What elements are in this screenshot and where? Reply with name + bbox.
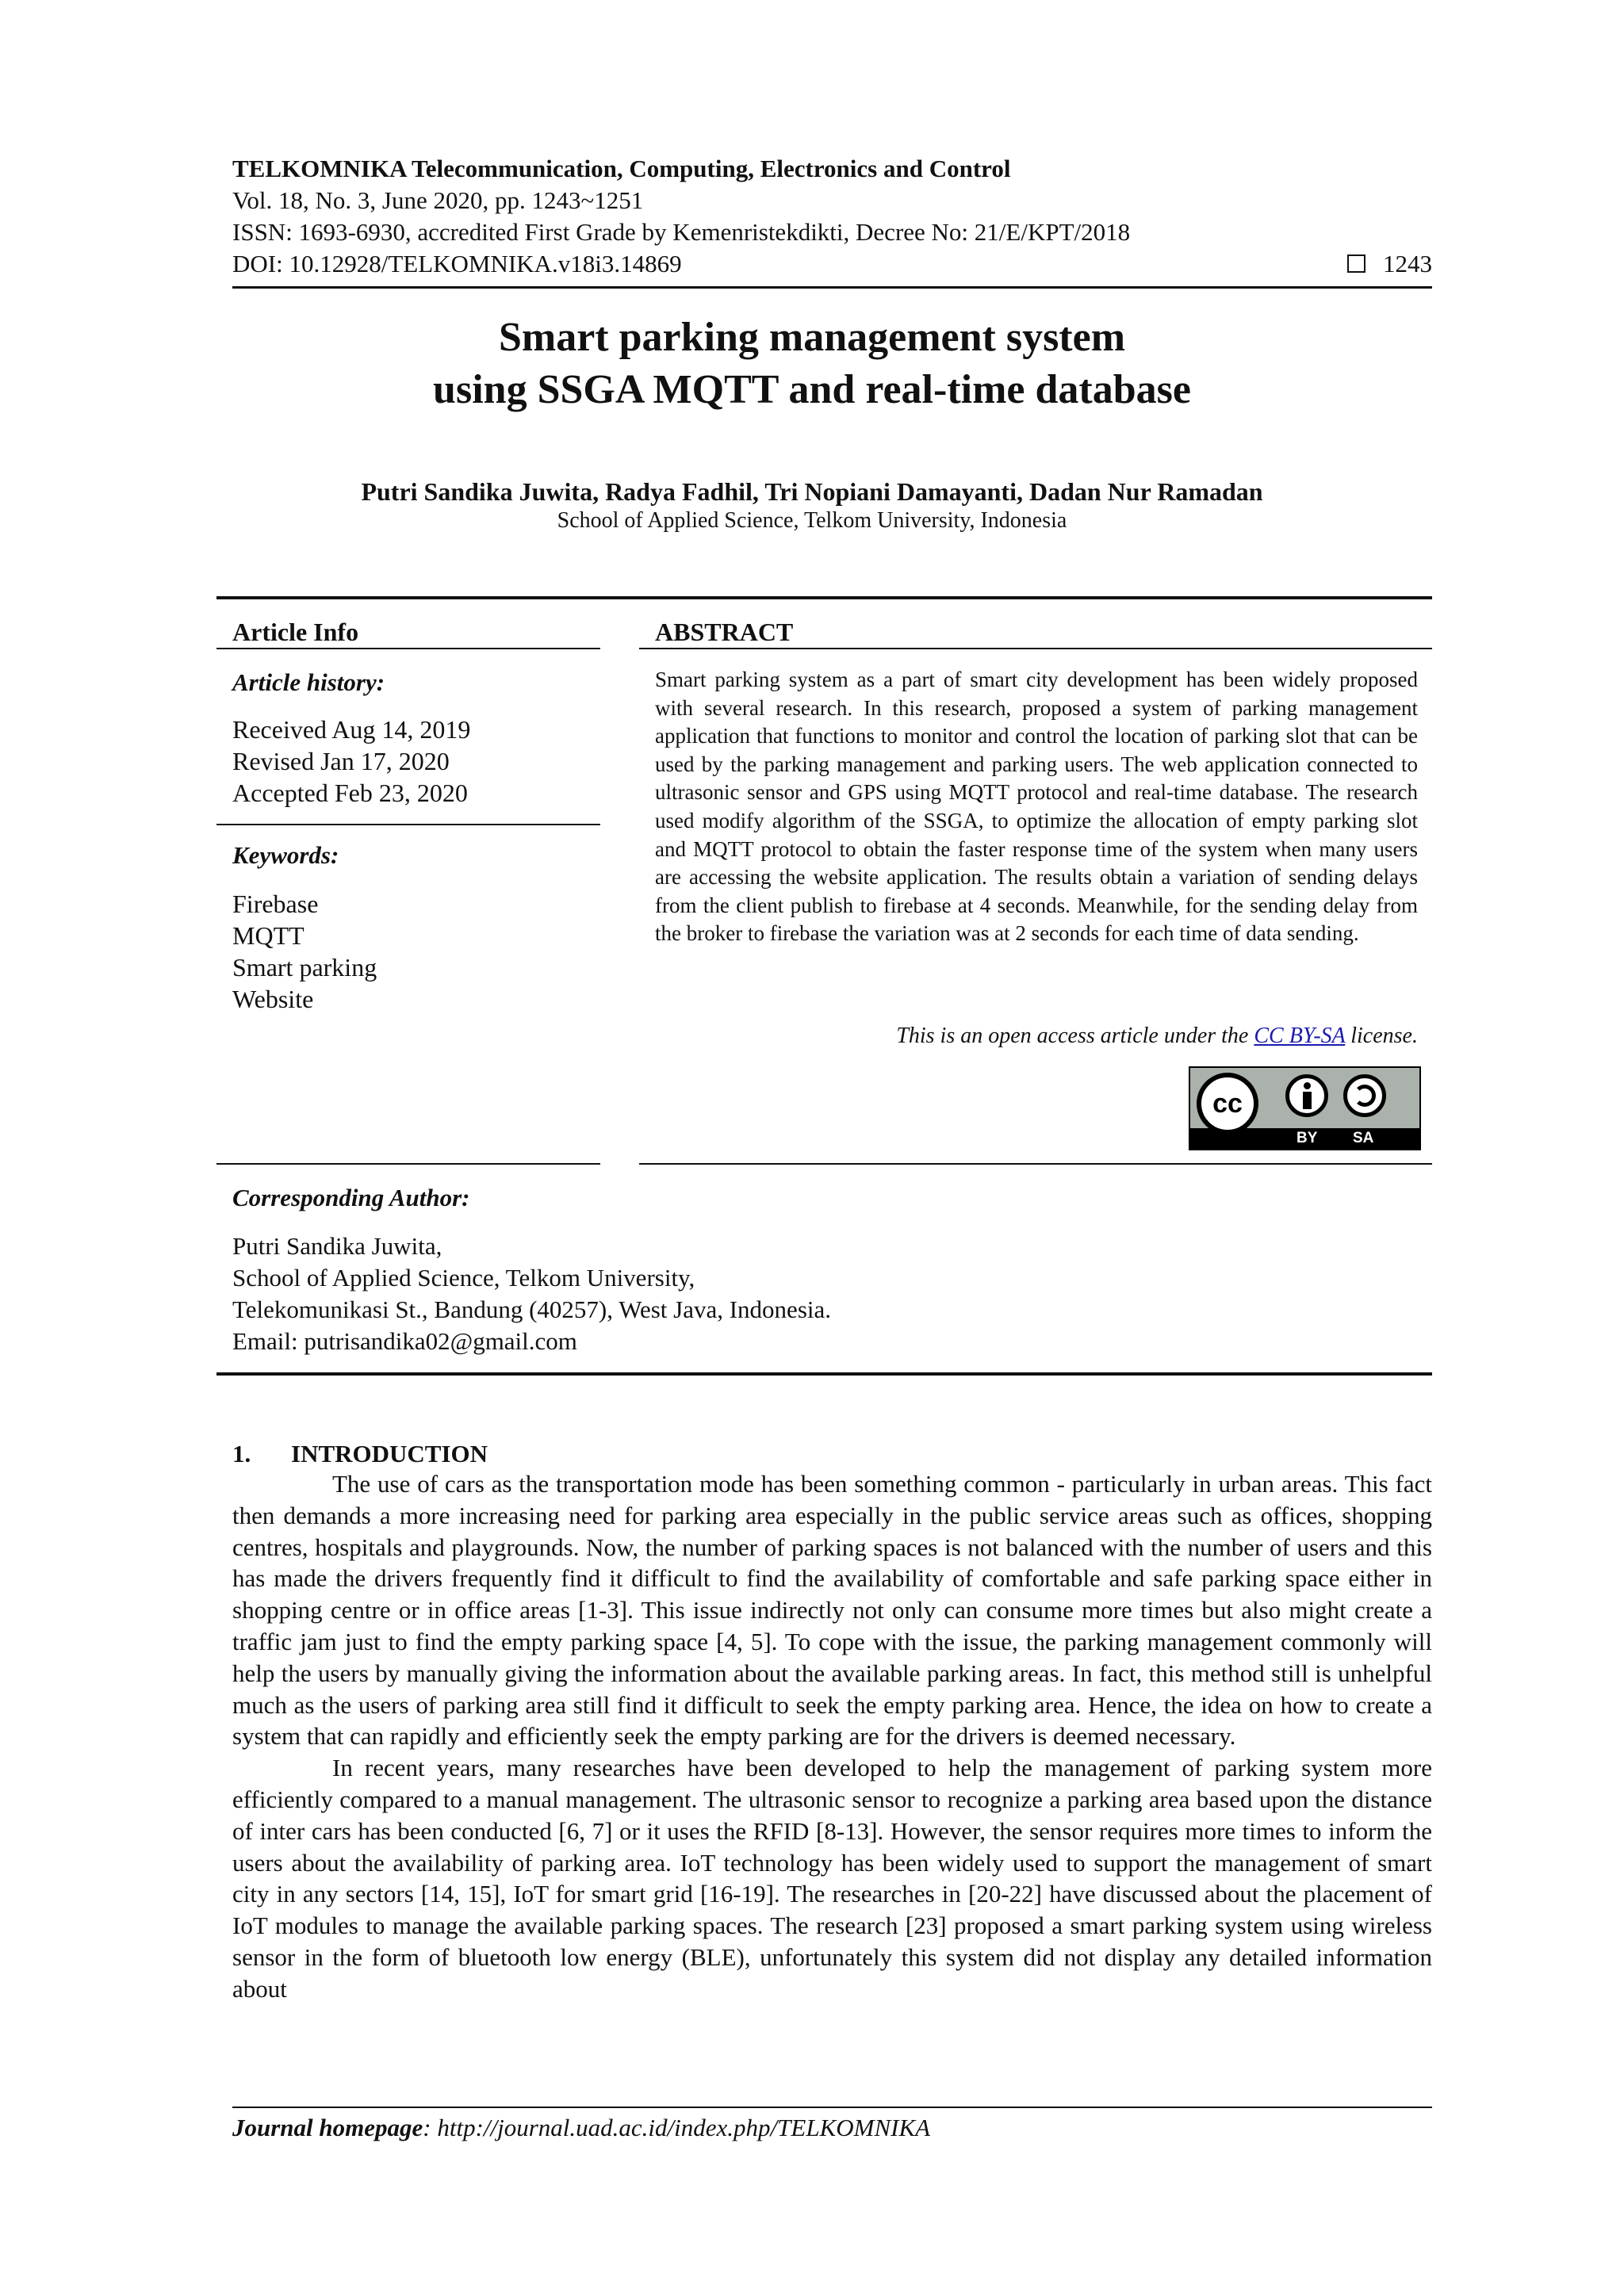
- section-heading: [232, 1440, 488, 1468]
- abstract-text: Smart parking system as a part of smart city development has been widely proposed with several research. In this research, proposed a system of parking management application that functions to monitor and control the location of parking slot that can be used by the parking management and parking users. The web application connected to ultrasonic sensor and GPS using MQTT protocol and real-time database. The research used modify algorithm of the SSGA, to optimize the allocation of empty parking slot and MQTT protocol to obtain the faster response time of the system when many users are accessing the website application. The results obtain a variation of sending delays from the client publish to firebase at 4 seconds. Meanwhile, for the sending delay from the broker to firebase the variation was at 2 seconds for each time of data sending.: [655, 668, 1418, 946]
- history-received: Received Aug 14, 2019: [232, 715, 471, 744]
- share-alike-icon: [1343, 1074, 1386, 1117]
- paper-title: [0, 312, 1624, 416]
- abstract-rule: [639, 648, 1432, 649]
- journal-header: [232, 153, 1432, 280]
- page-number: 1243: [1383, 250, 1432, 277]
- history-rule: [216, 824, 600, 825]
- article-info-bottom-rule: [216, 1163, 600, 1165]
- license-prefix: This is an open access article under the: [896, 1024, 1249, 1048]
- history-revised: Revised Jan 17, 2020: [232, 747, 450, 775]
- badge-by-label: BY: [1297, 1130, 1318, 1146]
- homepage-url[interactable]: : http://journal.uad.ac.id/index.php/TELKOMNIKA: [423, 2114, 931, 2141]
- journal-volume: Vol. 18, No. 3, June 2020, pp. 1243~1251: [232, 186, 644, 214]
- homepage-label: Journal homepage: [232, 2114, 423, 2141]
- history-accepted: Accepted Feb 23, 2020: [232, 779, 468, 807]
- abstract-heading: ABSTRACT: [655, 618, 794, 646]
- page-number-group: [1347, 248, 1432, 280]
- journal-title: TELKOMNIKA Telecommunication, Computing, Electronics and Control: [232, 155, 1011, 182]
- corr-name: Putri Sandika Juwita,: [232, 1232, 442, 1260]
- article-info-heading: Article Info: [232, 618, 359, 646]
- article-info-rule: [216, 648, 600, 649]
- paper-title-line-1: Smart parking management system: [498, 315, 1126, 360]
- info-box-top-rule: [216, 596, 1432, 599]
- history-heading: Article history:: [232, 668, 385, 696]
- body-paragraph: The use of cars as the transportation mode has been something common - particularly in urban areas. This fact then demands a more increasing need for parking area especially in the public service areas such as offices, shopping centres, hospitals and playgrounds. Now, the number of parking spaces is not balanced with the number of users and this has made the drivers frequently find it difficult to find the availability of comfortable and safe parking space either in shopping centre or in office areas [1-3]. This issue indirectly not only can consume more times but also might create a traffic jam just to find the empty parking space [4, 5]. To cope with the issue, the parking management commonly will help the users by manually giving the information about the available parking areas. In fact, this method still is unhelpful much as the users of parking area still find it difficult to seek the empty parking area. Hence, the idea on how to create a system that can rapidly and efficiently seek the empty parking are for the drivers is deemed necessary.: [232, 1470, 1432, 1751]
- journal-homepage: [232, 2114, 930, 2142]
- checkbox-square-icon: [1347, 254, 1365, 273]
- header-rule: [232, 286, 1432, 289]
- author-affiliation: School of Applied Science, Telkom University, Indonesia: [557, 508, 1067, 533]
- keyword-item: Firebase: [232, 890, 319, 918]
- license-link[interactable]: CC BY-SA: [1254, 1024, 1346, 1048]
- corr-address: Telekomunikasi St., Bandung (40257), West Java, Indonesia.: [232, 1295, 832, 1323]
- keyword-list: [232, 888, 377, 1015]
- corr-email: Email: putrisandika02@gmail.com: [232, 1327, 577, 1355]
- journal-doi: DOI: 10.12928/TELKOMNIKA.v18i3.14869: [232, 250, 682, 277]
- keyword-item: Smart parking: [232, 953, 377, 982]
- article-history: [232, 714, 470, 809]
- badge-sa-label: SA: [1353, 1130, 1374, 1146]
- journal-issn: ISSN: 1693-6930, accredited First Grade by Kemenristekdikti, Decree No: 21/E/KPT/2018: [232, 218, 1131, 246]
- creative-commons-icon: cc: [1197, 1073, 1258, 1135]
- section-number: 1.: [232, 1440, 251, 1468]
- paper-title-line-2: using SSGA MQTT and real-time database: [433, 367, 1191, 412]
- introduction-body: [232, 1468, 1432, 2005]
- attribution-icon: [1285, 1074, 1328, 1117]
- license-suffix: license.: [1350, 1024, 1418, 1048]
- abstract-bottom-rule: [639, 1163, 1432, 1165]
- keyword-item: MQTT: [232, 921, 304, 950]
- body-paragraph: In recent years, many researches have been developed to help the management of parking system more efficiently compared to a manual management. The ultrasonic sensor to recognize a parking area based upon the distance of inter cars has been conducted [6, 7] or it uses the RFID [8-13]. However, the sensor requires more times to inform the users about the availability of parking area. IoT technology has been widely used to support the management of smart city in any sectors [14, 15], IoT for smart grid [16-19]. The researches in [20-22] have discussed about the placement of IoT modules to manage the available parking spaces. The research [23] proposed a smart parking system using wireless sensor in the form of bluetooth low energy (BLE), unfortunately this system did not display any detailed information about: [232, 1754, 1432, 2003]
- info-box-bottom-rule: [216, 1372, 1432, 1376]
- author-list: Putri Sandika Juwita, Radya Fadhil, Tri Nopiani Damayanti, Dadan Nur Ramadan: [361, 477, 1263, 506]
- section-title: INTRODUCTION: [291, 1440, 488, 1468]
- corresponding-heading: Corresponding Author:: [232, 1184, 470, 1211]
- cc-by-sa-badge[interactable]: [1189, 1066, 1421, 1150]
- license-statement: [655, 1024, 1418, 1049]
- corr-institution: School of Applied Science, Telkom University,: [232, 1264, 695, 1292]
- footer-rule: [232, 2107, 1432, 2108]
- corresponding-author: [232, 1230, 831, 1357]
- keywords-heading: Keywords:: [232, 841, 339, 869]
- keyword-item: Website: [232, 985, 314, 1013]
